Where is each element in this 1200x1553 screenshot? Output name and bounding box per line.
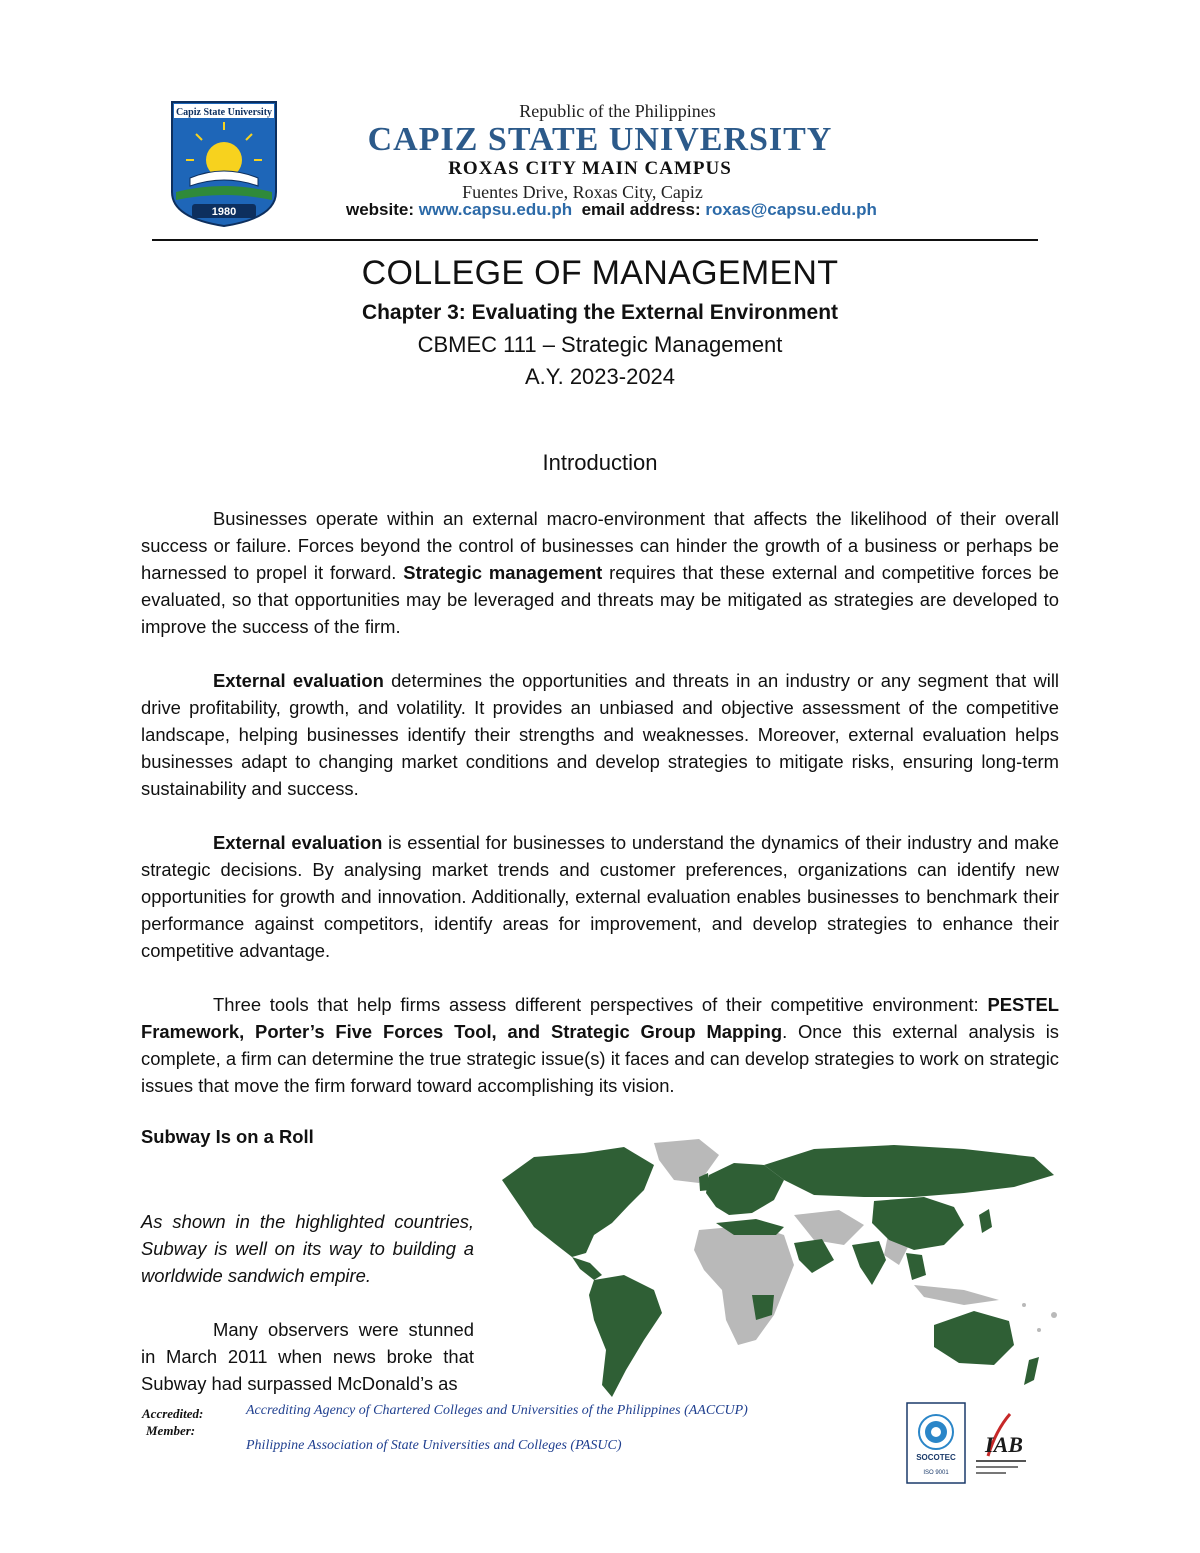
iab-text: IAB bbox=[985, 1432, 1023, 1457]
accredited-label: Accredited: bbox=[142, 1406, 204, 1421]
iab-accreditation-logo bbox=[966, 1408, 1040, 1482]
map-caption: As shown in the highlighted countries, Subway is well on its way to building a worldwide sandwich empire. bbox=[141, 1211, 474, 1286]
p1-bold: Strategic management bbox=[403, 562, 603, 583]
republic-line: Republic of the Philippines bbox=[519, 101, 716, 121]
socotec-iso-certification-badge bbox=[906, 1402, 966, 1484]
campus-name: ROXAS CITY MAIN CAMPUS bbox=[448, 158, 732, 179]
paragraph-4 bbox=[141, 991, 1059, 1099]
paragraph-2 bbox=[141, 667, 1059, 802]
p3-bold: External evaluation bbox=[213, 832, 383, 853]
p2-text: determines the opportunities and threats in an industry or any segment that will drive profitability, growth, and volatility. It provides an unbiased and objective assessment of the competitive landscape, helping businesses identify their strengths and weaknesses. Moreover, external evaluation helps businesses adapt to changing market conditions and develop strategies to mitigate risks, ensuring long-term sustainability and success. bbox=[141, 670, 1059, 799]
p2-bold: External evaluation bbox=[213, 670, 384, 691]
case-paragraph: Many observers were stunned in March 2011 when news broke that Subway had surpassed McDonald’s as bbox=[141, 1319, 474, 1394]
course-title: CBMEC 111 – Strategic Management bbox=[417, 332, 783, 357]
logo-top-text: Capiz State University bbox=[175, 107, 273, 118]
case-subheading: Subway Is on a Roll bbox=[141, 1126, 314, 1147]
email-link[interactable]: roxas@capsu.edu.ph bbox=[705, 200, 877, 219]
university-name: CAPIZ STATE UNIVERSITY bbox=[367, 121, 833, 158]
paragraph-3 bbox=[141, 829, 1059, 964]
section-heading: Introduction bbox=[542, 450, 658, 475]
p4-bold: PESTEL Framework, Porter’s Five Forces Tool, and Strategic Group Mapping bbox=[141, 994, 1059, 1042]
chapter-title: Chapter 3: Evaluating the External Environment bbox=[361, 301, 839, 324]
cert-name: SOCOTEC bbox=[916, 1453, 956, 1462]
aaccup-text: Accrediting Agency of Chartered Colleges and Universities of the Philippines (AACCUP) bbox=[246, 1403, 748, 1418]
cert-standard: ISO 9001 bbox=[923, 1470, 949, 1476]
logo-year: 1980 bbox=[211, 206, 237, 218]
contact-line bbox=[346, 200, 877, 220]
academic-year: A.Y. 2023-2024 bbox=[524, 364, 676, 389]
paragraph-1 bbox=[141, 505, 1059, 640]
website-link[interactable]: www.capsu.edu.ph bbox=[418, 200, 573, 219]
p1-text-a: Businesses operate within an external macro-environment that affects the likelihood of their overall success or failure. Forces beyond the control of businesses can hinder the growth of a business or perhaps be harnessed to propel it forward. bbox=[141, 508, 1059, 583]
letterhead bbox=[345, 100, 945, 204]
p4-text-a: Three tools that help firms assess different perspectives of their competitive environment: bbox=[213, 994, 988, 1015]
p4-text-b: . Once this external analysis is complete, a firm can determine the true strategic issue(s) it faces and can develop strategies to work on strategic issues that move the firm forward toward accomplishing its vision. bbox=[141, 1021, 1059, 1096]
college-title: COLLEGE OF MANAGEMENT bbox=[361, 254, 839, 292]
header-divider bbox=[152, 239, 1038, 241]
pasuc-text: Philippine Association of State Universities and Colleges (PASUC) bbox=[246, 1438, 622, 1453]
website-label: website: bbox=[346, 200, 415, 219]
member-label: Member: bbox=[146, 1423, 196, 1438]
p3-text: is essential for businesses to understand the dynamics of their industry and make strategic decisions. By analysing market trends and customer preferences, organizations can identify new opportunities for growth and innovation. Additionally, external evaluation enables businesses to benchmark their performance against competitors, identify areas for improvement, and develop strategies to enhance their competitive advantage. bbox=[141, 832, 1059, 961]
p1-text-b: requires that these external and competitive forces be evaluated, so that opportunities may be leveraged and threats may be mitigated as strategies are developed to improve the success of the firm. bbox=[141, 562, 1059, 637]
world-map-image bbox=[494, 1135, 1069, 1400]
campus-address: Fuentes Drive, Roxas City, Capiz bbox=[462, 182, 703, 202]
footer-labels bbox=[142, 1405, 203, 1439]
email-label: email address: bbox=[581, 200, 701, 219]
